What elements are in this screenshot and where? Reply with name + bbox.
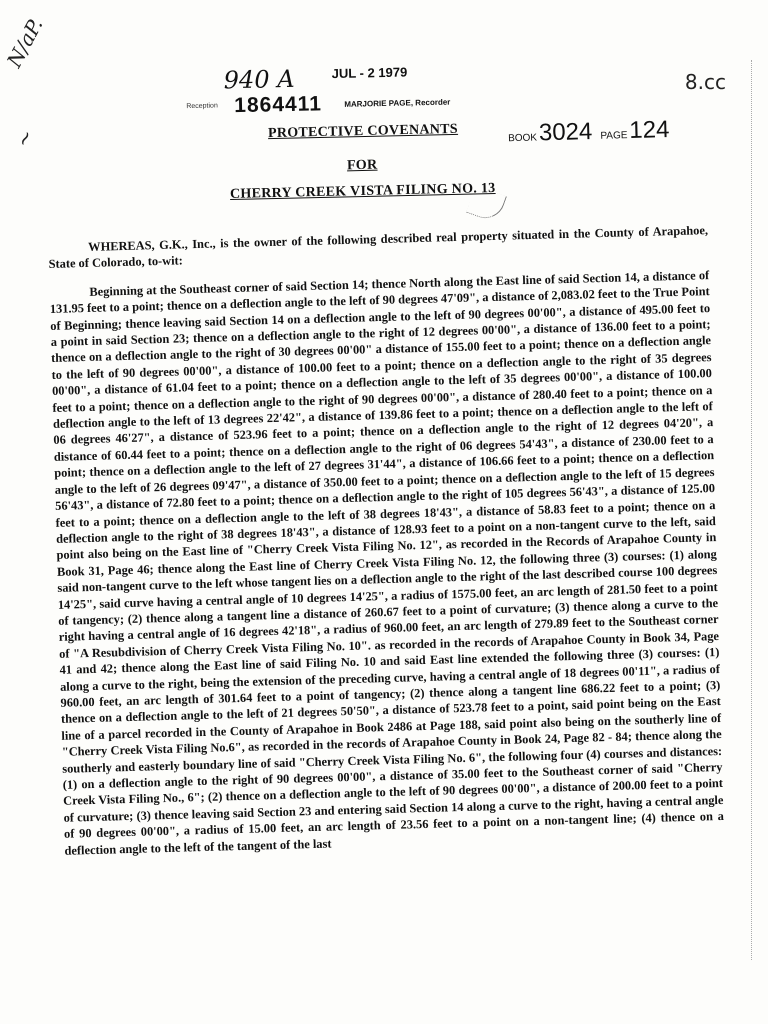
book-number: 3024 bbox=[538, 118, 593, 147]
scan-edge bbox=[751, 60, 768, 960]
title-line-3: CHERRY CREEK VISTA FILING NO. 13 bbox=[229, 180, 496, 203]
reception-number: 1864411 bbox=[234, 92, 323, 118]
handwritten-stamp-mark: 940 A bbox=[223, 64, 295, 95]
corner-handwritten-note: 8.cc bbox=[684, 70, 726, 94]
margin-mark: ~ bbox=[10, 125, 40, 152]
title-line-2: FOR bbox=[346, 157, 378, 174]
title-line-1: PROTECTIVE COVENANTS bbox=[267, 121, 459, 142]
margin-handwriting: N/aP. bbox=[2, 14, 48, 72]
page-number: 124 bbox=[628, 115, 670, 145]
page-label: PAGE bbox=[600, 130, 628, 142]
reception-label: Reception bbox=[186, 102, 218, 111]
recorder-name: MARJORIE PAGE, Recorder bbox=[344, 97, 451, 109]
whereas-paragraph: WHEREAS, G.K., Inc., is the owner of the following described real property situated in the County of Arapahoe, State of Colorado, to-wit: bbox=[48, 223, 709, 272]
document-body bbox=[48, 222, 725, 859]
recording-date: JUL - 2 1979 bbox=[331, 64, 408, 82]
legal-description-paragraph: Beginning at the Southeast corner of said Section 14; thence North along the East line of said Section 14, a distance of 131.95 feet to a point; thence on a deflection angle to the left of 90 degrees 47'09", a distance of 2,083.02 feet to the True Point of Beginning; thence leaving said Section 14 on a deflection angle to the left of 90 degrees 00'00", a distance of 495.00 feet to a point in said Section 23; thence on a deflection angle to the right of 12 degrees 00'00", a distance of 136.00 feet to a point; thence on a deflection angle to the right of 30 degrees 00'00" a distance of 155.00 feet to a point; thence on a deflection angle to the left of 90 degrees 00'00", a distance of 100.00 feet to a point; thence on a deflection angle to the right of 35 degrees 00'00", a distance of 61.04 feet to a point; thence on a deflection angle to the left of 35 degrees 00'00", a distance of 100.00 feet to a point; thence on a deflection angle to the right of 90 degrees 00'00", a distance of 280.40 feet to a point; thence on a deflection angle to the left of 13 degrees 22'42", a distance of 139.86 feet to a point; thence on a deflection angle to the left of 06 degrees 46'27", a distance of 523.96 feet to a point; thence on a deflection angle to the right of 12 degrees 04'20", a distance of 60.44 feet to a point; thence on a deflection angle to the right of 06 degrees 54'43", a distance of 230.00 feet to a point; thence on a deflection angle to the left of 27 degrees 31'44", a distance of 106.66 feet to a point; thence on a deflection angle to the left of 26 degrees 09'47", a distance of 350.00 feet to a point; thence on a deflection angle to the left of 15 degrees 56'43", a distance of 72.80 feet to a point; thence on a deflection angle to the right of 105 degrees 56'43", a distance of 125.00 feet to a point; thence on a deflection angle to the left of 38 degrees 18'43", a distance of 58.83 feet to a point; thence on a deflection angle to the right of 38 degrees 18'43", a distance of 128.93 feet to a point on a non-tangent curve to the left, said point also being on the East line of "Cherry Creek Vista Filing No. 12", as recorded in the Records of Arapahoe County in Book 31, Page 46; thence along the East line of Cherry Creek Vista Filing No. 12, the following three (3) courses: (1) along said non-tangent curve to the left whose tangent lies on a deflection angle to the right of the last described course 100 degrees 14'25", said curve having a central angle of 10 degrees 14'25", a radius of 1575.00 feet, an arc length of 281.50 feet to a point of tangency; (2) thence along a tangent line a distance of 260.67 feet to a point of curvature; (3) thence along a curve to the right having a central angle of 16 degrees 42'18", a radius of 960.00 feet, an arc length of 279.89 feet to the Southeast corner of "A Resubdivision of Cherry Creek Vista Filing No. 10". as recorded in the records of Arapahoe County in Book 34, Page 41 and 42; thence along the East line of said Filing No. 10 and said East line extended the following three (3) courses: (1) along a curve to the right, being the extension of the preceding curve, having a central angle of 18 degrees 00'11", a radius of 960.00 feet, an arc length of 301.64 feet to a point of tangency; (2) thence along a tangent line 686.22 feet to a point; (3) thence on a deflection angle to the left of 21 degrees 50'50", a distance of 523.78 feet to a point, said point being on the East line of a parcel recorded in the County of Arapahoe in Book 2486 at Page 188, said point also being on the southerly line of "Cherry Creek Vista Filing No.6", as recorded in the records of Arapahoe County in Book 24, Page 82 - 84; thence along the southerly and easterly boundary line of said "Cherry Creek Vista Filing No. 6", the following four (4) courses and distances: (1) on a deflection angle to the right of 90 degrees 00'00", a distance of 35.00 feet to the Southeast corner of said "Cherry Creek Vista Filing No., 6"; (2) thence on a deflection angle to the left of 90 degrees 00'00", a distance of 200.00 feet to a point of curvature; (3) thence leaving said Section 23 and entering said Section 14 along a curve to the right, having a central angle of 90 degrees 00'00", a radius of 15.00 feet, an arc length of 23.56 feet to a point on a non-tangent line; (4) thence on a deflection angle to the left of the tangent of the last bbox=[49, 267, 725, 858]
book-label: BOOK bbox=[508, 132, 538, 145]
recording-stamp bbox=[185, 61, 486, 121]
book-page-stamp bbox=[508, 116, 678, 148]
